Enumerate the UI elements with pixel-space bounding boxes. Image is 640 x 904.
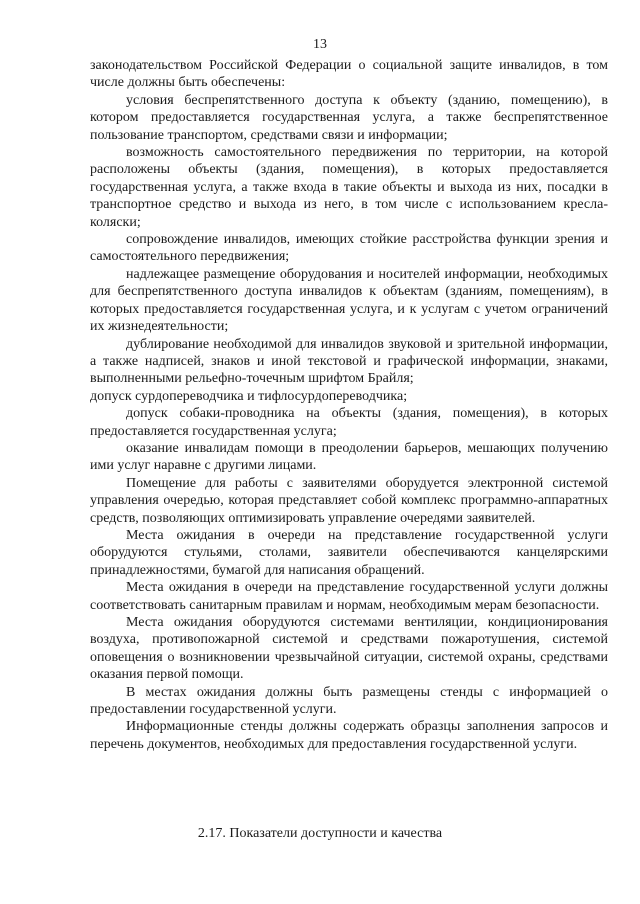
paragraph-11: Места ожидания в очереди на представление государственной услуги должны соответствовать санитарным правилам и нормам, необходимым мерам безопасности. xyxy=(90,580,608,613)
paragraph-1: условия беспрепятственного доступа к объекту (зданию, помещению), в котором предоставляется государственная услуга, а также беспрепятственное пользование транспортом, средствами связи и информации; xyxy=(90,92,608,143)
paragraph-8: оказание инвалидам помощи в преодолении барьеров, мешающих получению ими услуг наравне с другими лицами. xyxy=(90,440,608,474)
paragraph-13: В местах ожидания должны быть размещены стенды с информацией о предоставлении государственной услуги. xyxy=(90,684,608,718)
paragraph-4: надлежащее размещение оборудования и носителей информации, необходимых для беспрепятственного доступа инвалидов к объектам (зданиям, помещениям), в которых предоставляется государственная услуга, и к услугам с учетом ограничений их жизнедеятельности; xyxy=(90,266,608,335)
document-body xyxy=(90,57,608,753)
paragraph-3: сопровождение инвалидов, имеющих стойкие расстройства функции зрения и самостоятельного передвижения; xyxy=(90,232,608,265)
paragraph-9: Помещение для работы с заявителями оборудуется электронной системой управления очередью, которая представляет собой комплекс программно-аппаратных средств, позволяющих оптимизировать управление очередями заявителей. xyxy=(90,475,608,526)
paragraph-14: Информационные стенды должны содержать образцы заполнения запросов и перечень документов, необходимых для предоставления государственной услуги. xyxy=(90,719,608,752)
paragraph-5: дублирование необходимой для инвалидов звуковой и зрительной информации, а также надписей, знаков и иной текстовой и графической информации, знаками, выполненными рельефно-точечным шрифтом Брайля; xyxy=(90,336,608,387)
page-number: 13 xyxy=(313,37,327,52)
paragraph-0: законодательством Российской Федерации о социальной защите инвалидов, в том числе должны быть обеспечены: xyxy=(90,58,608,91)
paragraph-12: Места ожидания оборудуются системами вентиляции, кондиционирования воздуха, противопожарной системой и средствами пожаротушения, системой оповещения о возникновении чрезвычайной ситуации, системой охраны, средствами оказания первой помощи. xyxy=(90,615,608,683)
paragraph-10: Места ожидания в очереди на представление государственной услуги оборудуются стульями, столами, заявители обеспечиваются канцелярскими принадлежностями, бумагой для написания обращений. xyxy=(90,527,608,578)
section-heading: 2.17. Показатели доступности и качества xyxy=(197,826,443,841)
paragraph-6: допуск сурдопереводчика и тифлосурдопереводчика; xyxy=(90,388,408,404)
paragraph-7: допуск собаки-проводника на объекты (здания, помещения), в которых предоставляется государственная услуга; xyxy=(90,406,608,439)
paragraph-2: возможность самостоятельного передвижения по территории, на которой расположены объекты (здания, помещения), в которых предоставляется государственная услуга, а также входа в такие объекты и выхода из них, посадки в транспортное средство и выхода из него, в том числе с использованием кресла-коляски; xyxy=(90,145,608,230)
